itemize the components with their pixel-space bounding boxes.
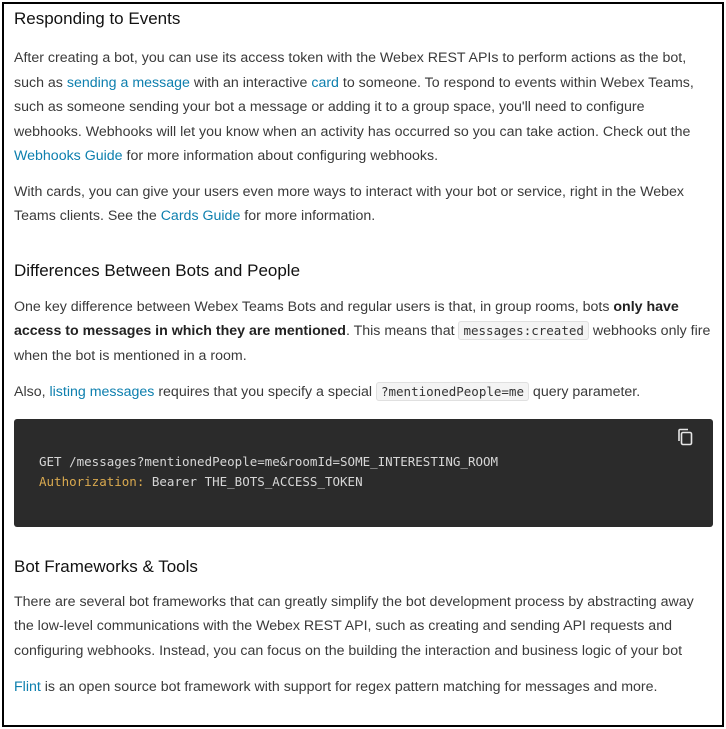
text: for more information. — [240, 208, 376, 224]
text: is an open source bot framework with support for regex pattern matching for messages and more. — [40, 679, 658, 695]
paragraph-responding-intro — [14, 46, 714, 169]
heading-differences-bots-people: Differences Between Bots and People — [14, 260, 301, 280]
screenshot-frame — [2, 2, 724, 727]
paragraph-frameworks: There are several bot frameworks that can greatly simplify the bot development process by abstracting away the low-level communications with the Webex REST API, such as creating and sending API requests and configuring webhooks. Instead, you can focus on the building the interaction and business logic of your bot — [14, 593, 694, 659]
code-block — [14, 419, 713, 527]
code-text — [39, 452, 498, 492]
link-webhooks-guide[interactable]: Webhooks Guide — [14, 148, 123, 164]
text: for more information about configuring webhooks. — [122, 148, 439, 164]
heading-bot-frameworks: Bot Frameworks & Tools — [14, 556, 198, 576]
text: Also, — [14, 384, 50, 400]
link-cards-guide[interactable]: Cards Guide — [160, 208, 241, 224]
text: With cards, you can give your users even more ways to interact with your bot or service, right in the Webex Teams clients. See the — [14, 183, 684, 224]
inline-code-messages-created: messages:created — [458, 321, 588, 340]
text: webhooks only fire when the bot is mentioned in a room. — [14, 323, 711, 364]
text: One key difference between Webex Teams Bots and regular users is that, in group rooms, bots — [14, 298, 614, 315]
copy-icon[interactable] — [677, 428, 693, 446]
article-content — [14, 4, 714, 700]
paragraph-flint — [14, 675, 714, 700]
text: with an interactive — [189, 74, 312, 91]
code-header-key: Authorization: — [39, 473, 145, 489]
paragraph-listing-messages — [14, 380, 714, 405]
heading-responding-to-events: Responding to Events — [14, 9, 181, 28]
link-sending-a-message[interactable]: sending a message — [66, 74, 190, 91]
paragraph-key-difference — [14, 295, 714, 369]
link-listing-messages[interactable]: listing messages — [49, 384, 155, 400]
text: After creating a bot, you can use its access token with the Webex REST APIs to perform actions as the bot, such as — [14, 50, 687, 91]
text: query parameter. — [528, 384, 641, 400]
paragraph-cards — [14, 180, 714, 229]
code-header-value: Bearer THE_BOTS_ACCESS_TOKEN — [144, 473, 363, 489]
code-line-request: GET /messages?mentionedPeople=me&roomId=SOME_INTERESTING_ROOM — [39, 453, 499, 469]
link-card[interactable]: card — [311, 74, 339, 91]
link-flint[interactable]: Flint — [14, 679, 41, 695]
text: requires that you specify a special — [154, 384, 376, 400]
text: . This means that — [345, 323, 459, 339]
bold-text: only have access to messages in which they are mentioned — [14, 298, 679, 339]
text: to someone. To respond to events within Webex Teams, such as someone sending your bot a message or adding it to a group space, you'll need to configure webhooks. Webhooks will let you know when an activity has occurred so you can take action. Check out the — [14, 74, 694, 140]
inline-code-mentioned-people: ?mentionedPeople=me — [376, 382, 529, 401]
